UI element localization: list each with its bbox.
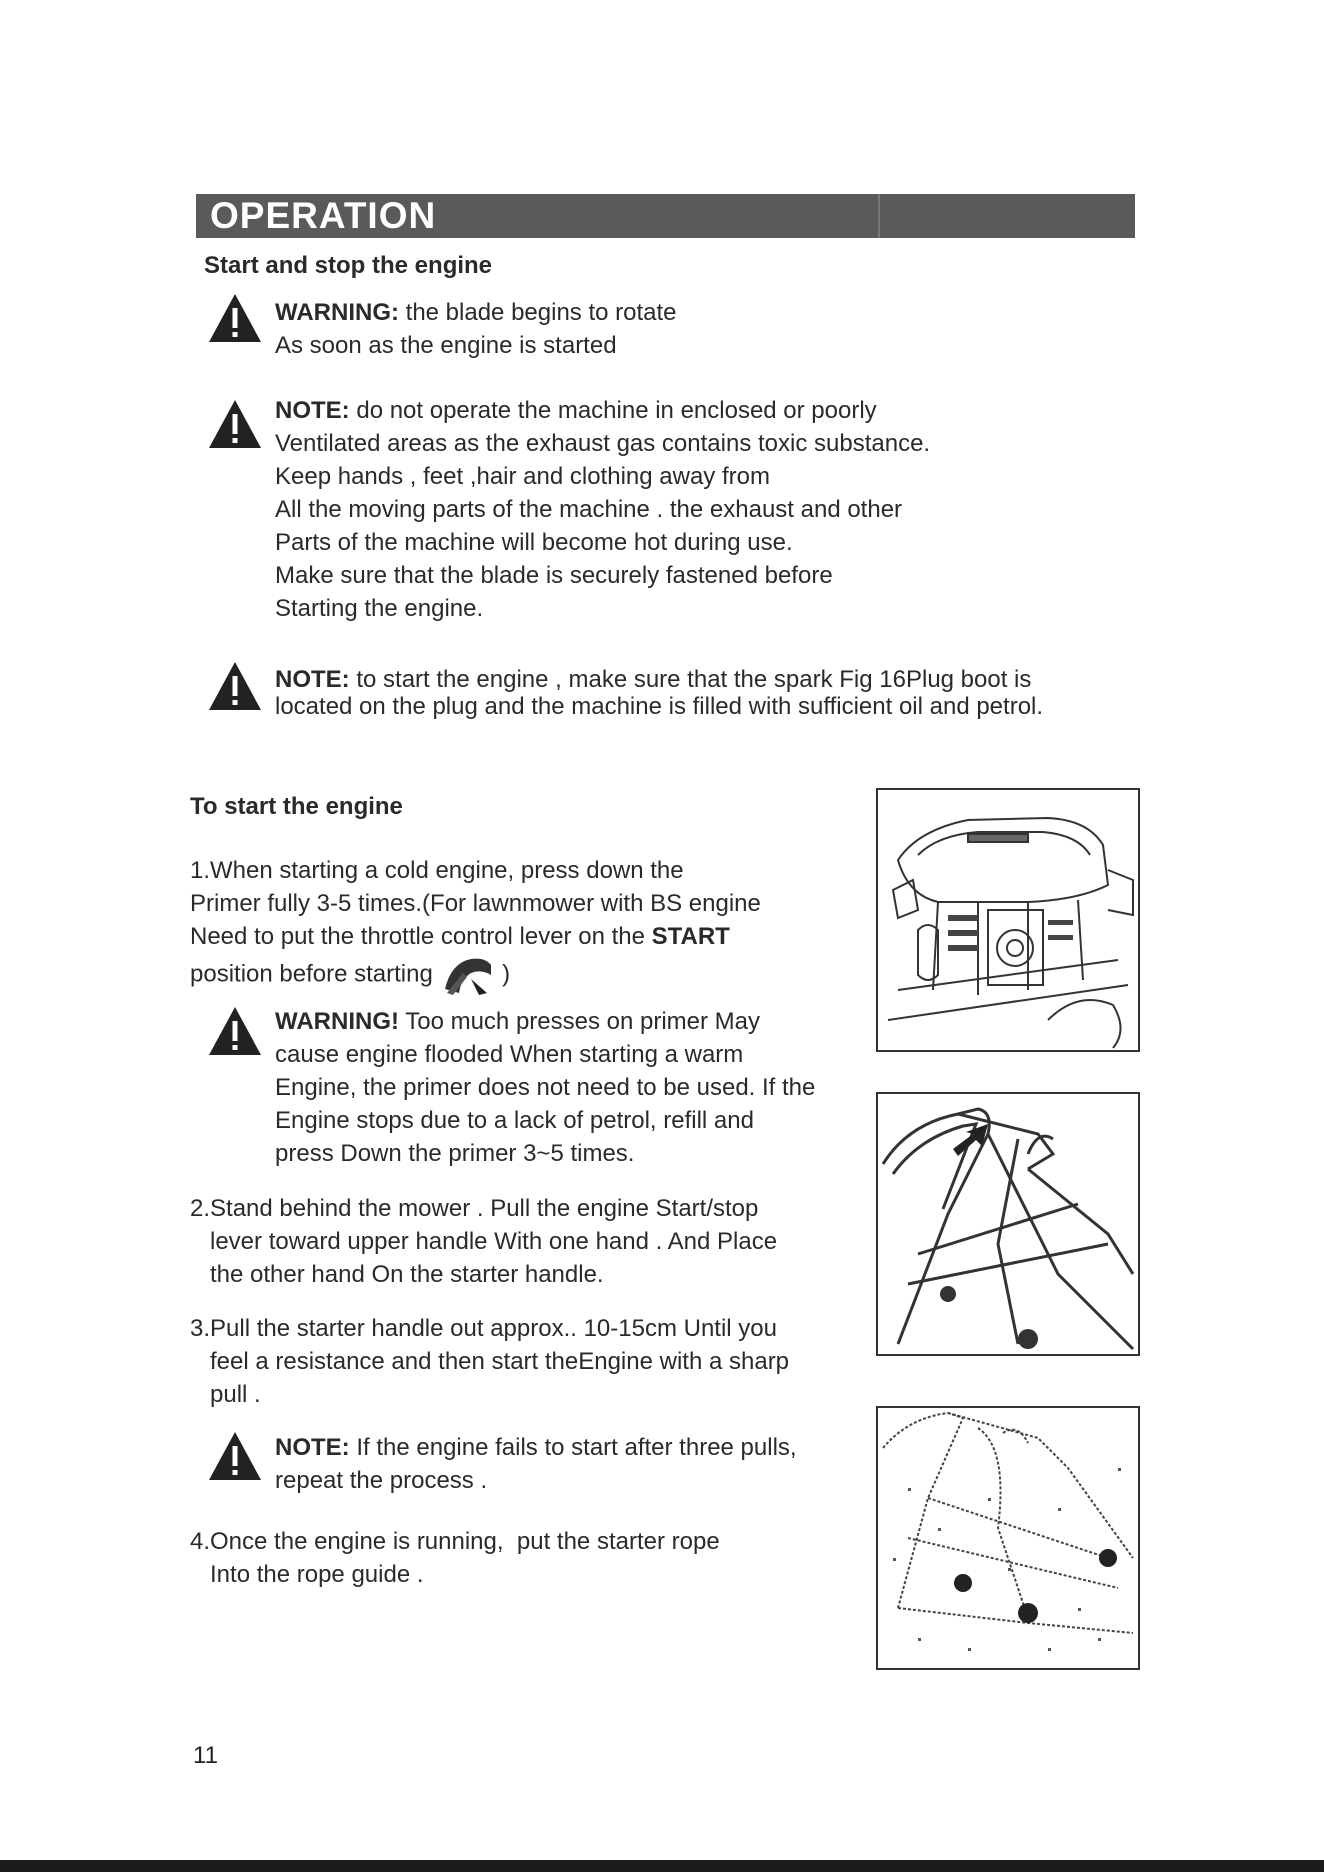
warning1-line1 [275, 296, 677, 329]
engine-figure [876, 788, 1140, 1052]
warning2-line: Engine stops due to a lack of petrol, refill and [275, 1107, 754, 1134]
engine-illustration [878, 790, 1138, 1050]
rope-guide-figure [876, 1406, 1140, 1670]
note1-line: Keep hands , feet ,hair and clothing away from [275, 463, 770, 490]
note3-line1 [275, 1431, 797, 1464]
note2-line2: located on the plug and the machine is filled with sufficient oil and petrol. [275, 693, 1044, 720]
warning-triangle-icon [207, 1005, 263, 1057]
note2-text: to start the engine , make sure that the spark Fig 16Plug boot is [349, 666, 1032, 693]
warning1-label: WARNING: [275, 299, 399, 326]
warning2-text: Too much presses on primer May [398, 1008, 761, 1035]
warning-triangle-icon [207, 660, 263, 712]
section-title: OPERATION [210, 195, 437, 236]
step1-text: position before starting [190, 960, 440, 988]
step2-line: 2.Stand behind the mower . Pull the engine Start/stop [190, 1195, 759, 1222]
header-divider [878, 194, 880, 238]
step3-line: 3.Pull the starter handle out approx.. 10-15cm Until you [190, 1315, 777, 1342]
note1-line: Ventilated areas as the exhaust gas contains toxic substance. [275, 430, 931, 457]
step2-line: lever toward upper handle With one hand . And Place [190, 1228, 778, 1255]
section-header-bar [196, 194, 1135, 238]
bottom-edge [0, 1860, 1324, 1872]
step3-line: pull . [190, 1381, 261, 1408]
handle-figure [876, 1092, 1140, 1356]
note3-label: NOTE: [275, 1434, 350, 1461]
note1-line: Make sure that the blade is securely fastened before [275, 562, 833, 589]
handle-illustration [878, 1094, 1138, 1354]
step1-line: Primer fully 3-5 times.(For lawnmower with BS engine [190, 890, 761, 917]
note1-text: do not operate the machine in enclosed or poorly [349, 397, 877, 424]
note3-text: If the engine fails to start after three pulls, [349, 1434, 797, 1461]
step1-line [190, 953, 510, 997]
to-start-heading: To start the engine [190, 793, 403, 820]
note2-label: NOTE: [275, 666, 350, 693]
note1-line1 [275, 394, 877, 427]
warning-triangle-icon [207, 398, 263, 450]
step4-line: 4.Once the engine is running, put the starter rope [190, 1528, 720, 1555]
warning2-line: press Down the primer 3~5 times. [275, 1140, 635, 1167]
step2-line: the other hand On the starter handle. [190, 1261, 604, 1288]
note1-line: Parts of the machine will become hot during use. [275, 529, 793, 556]
note1-label: NOTE: [275, 397, 350, 424]
step3-line: feel a resistance and then start theEngine with a sharp [190, 1348, 790, 1375]
step4-line: Into the rope guide . [190, 1561, 424, 1588]
step1-line [190, 920, 730, 953]
warning1-line2: As soon as the engine is started [275, 332, 617, 359]
step1-line: 1.When starting a cold engine, press down the [190, 857, 684, 884]
note1-line: Starting the engine. [275, 595, 484, 622]
warning2-line: cause engine flooded When starting a warm [275, 1041, 744, 1068]
note1-line: All the moving parts of the machine . the exhaust and other [275, 496, 903, 523]
warning1-text: the blade begins to rotate [398, 299, 677, 326]
note3-line2: repeat the process . [275, 1467, 488, 1494]
warning2-line1 [275, 1005, 760, 1038]
step1-text: Need to put the throttle control lever on the [190, 923, 652, 950]
warning-triangle-icon [207, 292, 263, 344]
start-stop-heading: Start and stop the engine [204, 252, 493, 279]
page-number: 11 [193, 1742, 218, 1769]
warning-triangle-icon [207, 1430, 263, 1482]
step1-text: ) [495, 960, 511, 988]
warning2-label: WARNING! [275, 1008, 399, 1035]
rope-guide-illustration [878, 1408, 1138, 1668]
warning2-line: Engine, the primer does not need to be used. If the [275, 1074, 816, 1101]
throttle-start-icon [441, 953, 493, 997]
start-keyword: START [651, 923, 730, 950]
